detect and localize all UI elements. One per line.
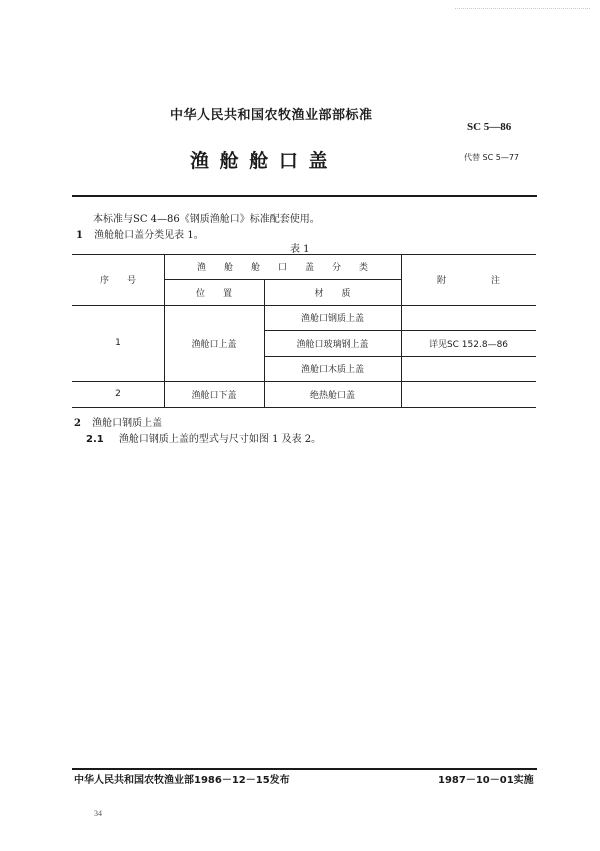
row1-material-fiberglass: 渔舱口玻璃钢上盖	[296, 339, 369, 350]
header-seq: 序 号	[99, 276, 136, 286]
section-number: 2	[74, 418, 81, 429]
page-number: 34	[94, 809, 102, 818]
header-rule	[72, 195, 537, 197]
classification-table	[72, 254, 536, 407]
section-number: 1	[76, 230, 83, 241]
standard-code: SC 5—86	[467, 121, 512, 133]
row2-seq: 2	[115, 389, 121, 399]
section-2-1	[86, 430, 321, 445]
section-text: 渔舱口钢质上盖的型式与尺寸如图 1 及表 2。	[118, 434, 322, 445]
row1-seq: 1	[115, 338, 121, 348]
row1-material-steel: 渔舱口钢质上盖	[300, 314, 364, 324]
section-text: 渔舱口钢质上盖	[92, 418, 163, 429]
row1-position: 渔舱口上盖	[191, 339, 237, 350]
intro-paragraph: 本标准与SC 4—86《钢质渔舱口》标准配套使用。	[93, 214, 320, 225]
section-1	[76, 226, 204, 241]
row2-material: 绝热舱口盖	[309, 390, 355, 401]
header-material: 材 质	[314, 288, 351, 299]
section-2	[74, 414, 162, 429]
effective-date: 1987－10－01实施	[438, 775, 534, 786]
section-number: 2.1	[86, 434, 104, 445]
header-position: 位 置	[195, 288, 232, 299]
section-text: 渔舱舱口盖分类见表 1。	[94, 230, 204, 241]
row1-remark-2: 详见SC 152.8—86	[428, 339, 509, 350]
row1-remark-1	[401, 305, 536, 330]
scan-artifact	[455, 8, 590, 10]
footer-rule	[72, 768, 537, 770]
row1-material-wood: 渔舱口木质上盖	[300, 365, 364, 375]
document-title: 渔 舱 舱 口 盖	[190, 150, 330, 172]
table-caption: 表 1	[290, 244, 310, 255]
header-classification: 渔 舱 舱 口 盖 分 类	[196, 263, 368, 273]
row2-position: 渔舱口下盖	[191, 390, 237, 401]
issuer-standard-title: 中华人民共和国农牧渔业部部标准	[170, 108, 373, 123]
header-remarks: 附 注	[436, 276, 500, 286]
published-date: 中华人民共和国农牧渔业部1986－12－15发布	[74, 775, 290, 786]
replaces-code: 代替 SC 5—77	[464, 153, 520, 162]
row1-remark-3	[401, 356, 536, 381]
row2-remark	[401, 381, 536, 407]
